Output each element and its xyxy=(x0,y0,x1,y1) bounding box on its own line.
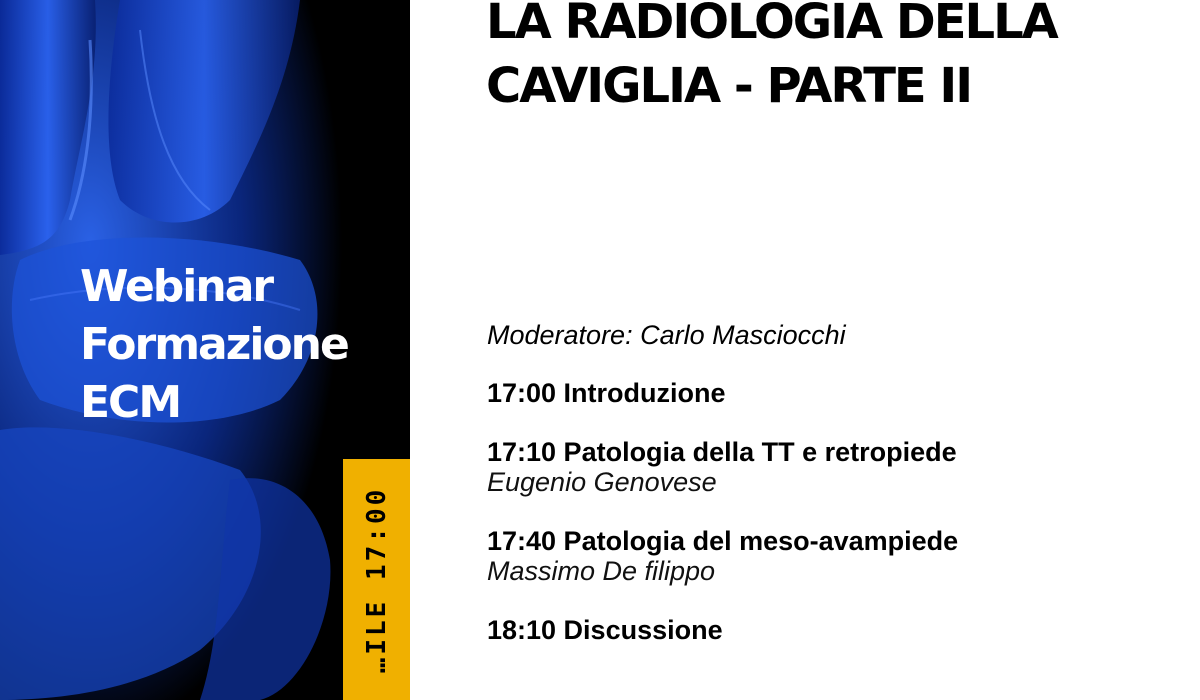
agenda-item-title: 17:10 Patologia della TT e retropiede xyxy=(487,437,957,467)
agenda-item-speaker: Massimo De filippo xyxy=(487,556,716,586)
agenda-item xyxy=(487,615,958,645)
agenda-item-speaker: Eugenio Genovese xyxy=(487,467,717,497)
webinar-line-3: ECM xyxy=(80,377,181,428)
date-strip-text: …ILE 17:00 xyxy=(361,486,392,673)
page-title-line-2: CAVIGLIA - PARTE II xyxy=(486,58,972,114)
date-strip xyxy=(343,459,410,700)
agenda-item-title: 17:00 Introduzione xyxy=(487,378,726,408)
agenda-item xyxy=(487,378,958,408)
agenda-item-title: 18:10 Discussione xyxy=(487,615,723,645)
agenda-item xyxy=(487,437,958,497)
webinar-line-2: Formazione xyxy=(80,319,348,370)
agenda-item-title: 17:40 Patologia del meso-avampiede xyxy=(487,526,959,556)
moderator-text: Moderatore: Carlo Masciocchi xyxy=(487,320,846,350)
webinar-line-1: Webinar xyxy=(80,261,273,312)
agenda-list xyxy=(487,378,958,674)
agenda-item xyxy=(487,526,958,586)
page-title-line-1: LA RADIOLOGIA DELLA xyxy=(486,0,1057,50)
page-title xyxy=(486,0,1057,118)
webinar-title xyxy=(80,258,348,432)
